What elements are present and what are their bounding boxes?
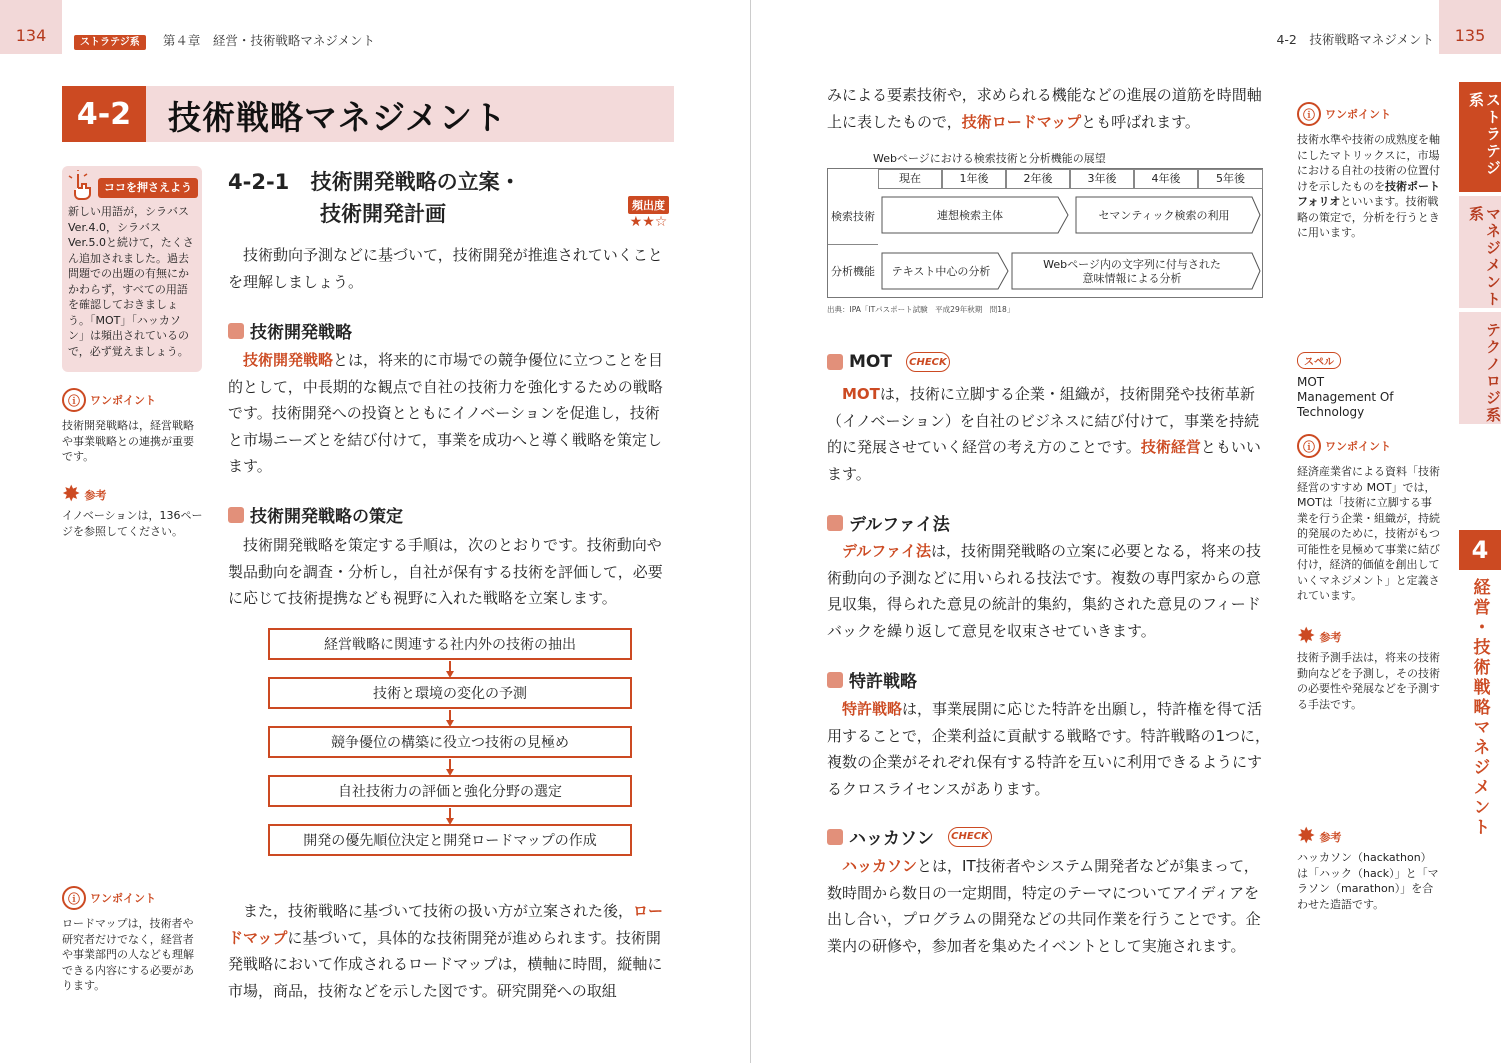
- diagram-col: 2年後: [1006, 169, 1070, 189]
- page-number: 134: [15, 26, 47, 45]
- tab-strategy[interactable]: ストラテジ系: [1459, 82, 1501, 192]
- check-icon: CHECK: [906, 352, 950, 372]
- frequency-indicator: [628, 196, 669, 230]
- side-note-reference-r2: ✸ 参考 ハッカソン（hackathon）は「ハック（hack）」と「マラソン（marathon）」を合わせた造語です。: [1297, 826, 1441, 912]
- onepoint-icon: ⓘ: [62, 886, 86, 910]
- side-note-spell: [1297, 350, 1441, 420]
- flow-step-2: 技術と環境の変化の予測: [268, 677, 632, 709]
- heading-strategy-formulation: 技術開発戦略の策定: [228, 502, 403, 527]
- side-note-text: ロードマップは，技術者や研究者だけでなく，経営者や事業部門の人なども理解できる内容にする必要があります。: [62, 917, 194, 992]
- spell-text: MOT Management Of Technology: [1297, 375, 1394, 419]
- side-note-text: 技術開発戦略は，経営戦略や事業戦略との連携が重要です。: [62, 419, 194, 463]
- diagram-col: 1年後: [942, 169, 1006, 189]
- left-page: [0, 0, 750, 1063]
- side-note-onepoint-1: [62, 388, 204, 465]
- diagram-source: 出典：IPA「ITパスポート試験 平成29年秋期 問18」: [827, 305, 1015, 314]
- heading-delphi: デルファイ法: [827, 510, 950, 535]
- frequency-label: 頻出度: [628, 196, 669, 214]
- paragraph-patent: 特許戦略は，事業展開に応じた特許を出願し，特許権を得て活用することで，企業利益に貢献する戦略です。特許戦略の1つに，複数の企業がそれぞれ保有する特許を互いに利用できるようにするクロスライセンスがあります。: [827, 700, 1271, 798]
- category-badge: ストラテジ系: [74, 35, 146, 50]
- side-note-onepoint-r2: ⓘ ワンポイント 経済産業省による資料「技術経営のすすめ MOT」では，MOTは「技術に立脚する事業を行う企業・組織が，持続的発展のために，技術がもつ可能性を見極めて事業に結び付け，経済的価値を創出していくマネジメント」と定義されています。: [1297, 434, 1441, 604]
- flow-step-4: 自社技術力の評価と強化分野の選定: [268, 775, 632, 807]
- star-burst-icon: ✸: [1297, 824, 1316, 849]
- section-header: 4-2 技術戦略マネジメント: [1276, 32, 1434, 47]
- right-page: [750, 0, 1500, 1063]
- side-note-heading: ワンポイント: [90, 394, 156, 407]
- star-burst-icon: ✸: [1297, 624, 1316, 649]
- paragraph-mot: MOTは，技術に立脚する企業・組織が，技術開発や技術革新（イノベーション）を自社のビジネスに結び付けて，事業を持続的に発展させていく経営の考え方のことです。技術経営ともいいます。: [827, 385, 1261, 483]
- chapter-name: 経営・技術戦略マネジメント: [1469, 578, 1490, 838]
- diagram-col: 4年後: [1134, 169, 1198, 189]
- diagram-row-label: 検索技術: [831, 209, 875, 223]
- flow-step-5: 開発の優先順位決定と開発ロードマップの作成: [268, 824, 632, 856]
- diagram-col: 5年後: [1198, 169, 1263, 189]
- page-number: 135: [1454, 26, 1486, 45]
- section-title-bar: [62, 86, 674, 142]
- onepoint-icon: ⓘ: [1297, 434, 1321, 458]
- side-note-text: 経済産業省による資料「技術経営のすすめ MOT」では，MOTは「技術に立脚する事業を行う企業・組織が，持続的発展のために，技術がもつ可能性を見極めて事業に結び付け，経済的価値を創出していくマネジメント」と定義されています。: [1297, 465, 1440, 602]
- subsection-title-line2: 技術開発計画: [320, 202, 446, 226]
- paragraph-roadmap-cont: みによる要素技術や，求められる機能などの進展の道筋を時間軸上に表したもので，技術ロードマップとも呼ばれます。: [827, 86, 1262, 131]
- section-title: 技術戦略マネジメント: [168, 98, 508, 137]
- heading-patent: 特許戦略: [827, 667, 917, 692]
- key-point-text: 新しい用語が，シラバスVer.4.0，シラバスVer.5.0と続けて，たくさん追加されました。過去問題での出題の有無にかかわらず，すべての用語を確認しておきましょう。「MOT」「ハッカソン」は頻出されているので，必ず覚えましょう。: [68, 205, 194, 358]
- paragraph-strategy-formulation: 技術開発戦略を策定する手順は，次のとおりです。技術動向や製品動向を調査・分析し，自社が保有する技術を評価して，必要に応じて技術提携なども視野に入れた戦略を立案します。: [228, 536, 663, 607]
- diagram-row-label: 分析機能: [828, 244, 878, 298]
- heading-mot: MOT CHECK: [827, 352, 950, 372]
- side-note-onepoint-2: [62, 886, 204, 994]
- chapter-heading: 第４章 経営・技術戦略マネジメント: [162, 33, 376, 48]
- diagram-col: 現在: [878, 169, 942, 189]
- page-number-tab: [0, 0, 62, 54]
- key-point-label: ココを押さえよう: [98, 178, 198, 198]
- side-note-text: 技術水準や技術の成熟度を軸にしたマトリックスに，市場における自社の技術の位置付けを示したものを技術ポートフォリオといいます。技術戦略の策定で，分析を行うときに用います。: [1297, 133, 1440, 239]
- side-note-text: イノベーションは，136ページを参照してください。: [62, 509, 203, 538]
- chapter-number: 4: [1459, 530, 1501, 570]
- flow-step-1: 経営戦略に関連する社内外の技術の抽出: [268, 628, 632, 660]
- diagram-title: Webページにおける検索技術と分析機能の展望: [873, 152, 1106, 165]
- tech-roadmap-diagram: [827, 168, 1263, 298]
- onepoint-icon: ⓘ: [1297, 102, 1321, 126]
- side-note-text: ハッカソン（hackathon）は「ハック（hack）」と「マラソン（marathon）」を合わせた造語です。: [1297, 851, 1439, 911]
- diagram-item: 連想検索主体: [937, 209, 1003, 222]
- page-number-tab: [1439, 0, 1501, 54]
- key-point-box: [62, 166, 202, 372]
- header: [74, 30, 375, 49]
- chapter-tab: [1459, 530, 1501, 838]
- subsection-heading: [228, 166, 521, 230]
- heading-tech-dev-strategy: 技術開発戦略: [228, 318, 352, 343]
- heading-hackathon: ハッカソン CHECK: [827, 824, 992, 849]
- star-burst-icon: ✸: [62, 482, 81, 507]
- check-icon: CHECK: [948, 827, 992, 847]
- paragraph-roadmap: また，技術戦略に基づいて技術の扱い方が立案された後，ロードマップに基づいて，具体的な技術開発が進められます。技術開発戦略において作成されるロードマップは，横軸に時間，縦軸に市場，商品，技術などを示した図です。研究開発への取組: [228, 902, 664, 1000]
- onepoint-icon: ⓘ: [62, 388, 86, 412]
- frequency-stars: ★★☆: [629, 214, 668, 230]
- spell-badge: スペル: [1297, 352, 1341, 369]
- section-number: 4-2: [62, 86, 146, 142]
- side-note-reference-r1: ✸ 参考 技術予測手法は，将来の技術動向などを予測し，その技術の必要性や発展などを予測する手法です。: [1297, 624, 1440, 711]
- intro-paragraph: 技術動向予測などに基づいて，技術開発が推進されていくことを理解しましょう。: [228, 246, 663, 291]
- flow-step-3: 競争優位の構築に役立つ技術の見極め: [268, 726, 632, 758]
- subsection-number: 4-2-1: [228, 170, 290, 194]
- side-note-heading: ワンポイント: [90, 892, 156, 905]
- paragraph-hackathon: ハッカソンとは，IT技術者やシステム開発者などが集まって，数時間から数日の一定期間，特定のテーマについてアイディアを出し合い，プログラムの開発などの共同作業を行うことです。企業内の研修や，参加者を集めたイベントとして実施されます。: [827, 857, 1261, 955]
- paragraph-tech-dev-strategy: 技術開発戦略とは，将来的に市場での競争優位に立つことを目的として，中長期的な観点で自社の技術力を強化するための戦略です。技術開発への投資とともにイノベーションを促進し，技術と市場ニーズとを結び付けて，事業を成功へと導く戦略を策定します。: [228, 351, 664, 475]
- tab-management[interactable]: マネジメント系: [1459, 196, 1501, 308]
- pointing-hand-icon: [68, 170, 96, 200]
- paragraph-delphi: デルファイ法は，技術開発戦略の立案に必要となる，将来の技術動向の予測などに用いられる技法です。複数の専門家からの意見収集，得られた意見の統計的集約，集約された意見のフィードバックを繰り返して意見を収束させていきます。: [827, 542, 1261, 640]
- diagram-item: Webページ内の文字列に付与された 意味情報による分析: [1043, 258, 1221, 285]
- diagram-col: 3年後: [1070, 169, 1134, 189]
- side-note-reference-1: [62, 484, 204, 539]
- side-note-onepoint-r1: ⓘ ワンポイント 技術水準や技術の成熟度を軸にしたマトリックスに，市場における自社の技術の位置付けを示したものを技術ポートフォリオといいます。技術戦略の策定で，分析を行うときに用います。: [1297, 102, 1441, 241]
- tab-technology[interactable]: テクノロジ系: [1459, 312, 1501, 424]
- subsection-title-line1: 技術開発戦略の立案・: [310, 170, 521, 194]
- diagram-item: セマンティック検索の利用: [1098, 209, 1230, 222]
- side-note-heading: 参考: [84, 489, 107, 502]
- side-note-text: 技術予測手法は，将来の技術動向などを予測し，その技術の必要性や発展などを予測する手法です。: [1297, 651, 1440, 711]
- diagram-item: テキスト中心の分析: [891, 265, 991, 278]
